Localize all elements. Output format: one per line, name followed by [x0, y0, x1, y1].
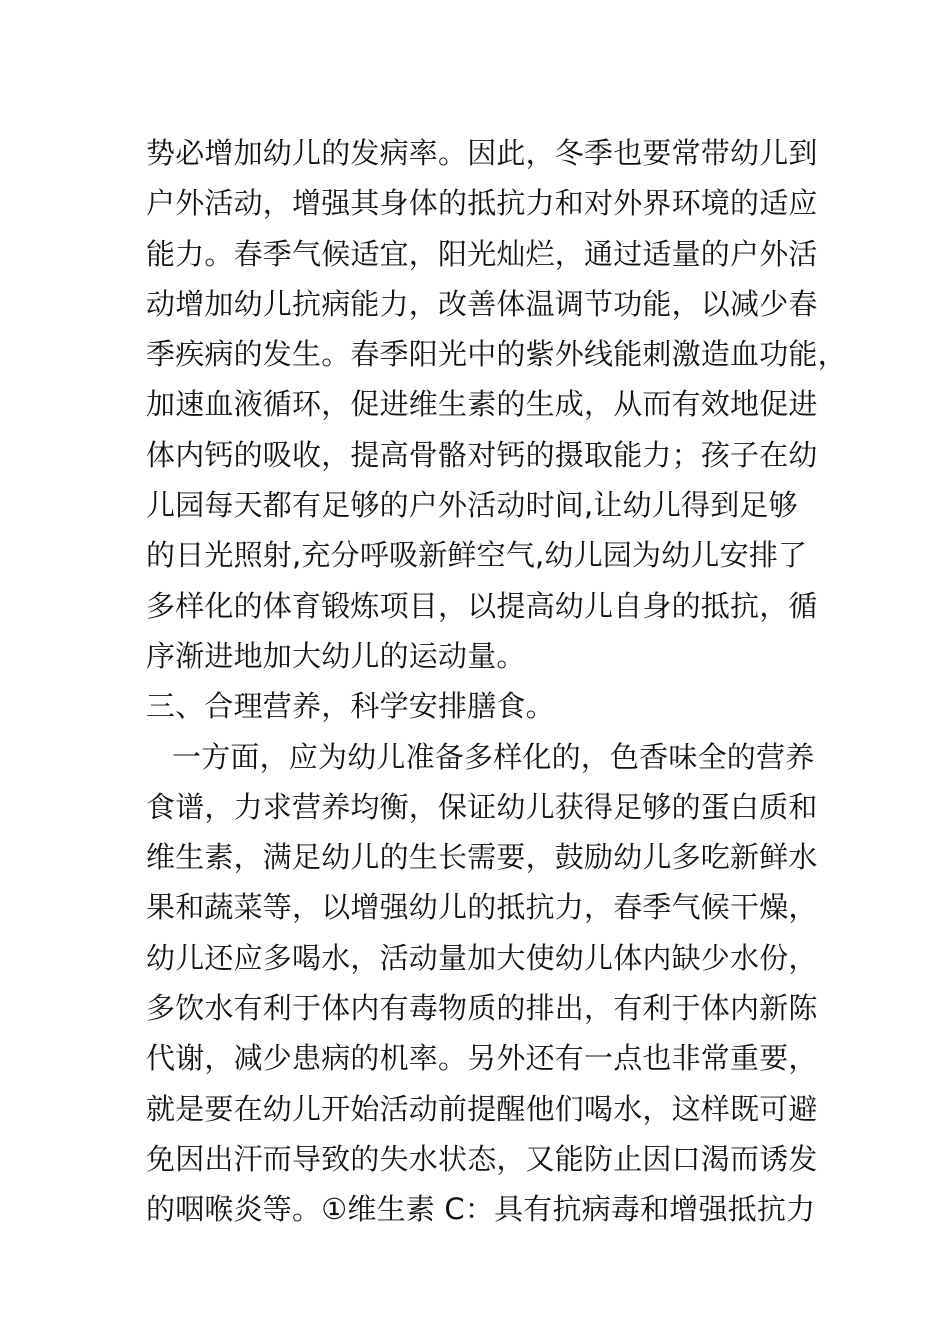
text-line: 序渐进地加大幼儿的运动量。	[146, 638, 526, 673]
text-line: 维生素，满足幼儿的生长需要，鼓励幼儿多吃新鲜水	[146, 840, 818, 875]
text-line: 体内钙的吸收，提高骨骼对钙的摄取能力；孩子在幼	[146, 437, 818, 472]
text-line: 多样化的体育锻炼项目，以提高幼儿自身的抵抗，循	[146, 588, 818, 623]
section-heading: 三、合理营养，科学安排膳食。	[146, 689, 555, 724]
text-line: 代谢，减少患病的机率。另外还有一点也非常重要，	[146, 1041, 818, 1076]
text-line: 免因出汗而导致的失水状态，又能防止因口渴而诱发	[146, 1141, 818, 1176]
paragraph-first-line: 一方面，应为幼儿准备多样化的，色香味全的营养	[172, 739, 815, 774]
text-line: 户外活动，增强其身体的抵抗力和对外界环境的适应	[146, 186, 818, 221]
text-line: 加速血液循环，促进维生素的生成，从而有效地促进	[146, 387, 818, 422]
text-line: 儿园每天都有足够的户外活动时间,让幼儿得到足够	[146, 488, 798, 523]
text-line: 食谱，力求营养均衡，保证幼儿获得足够的蛋白质和	[146, 789, 818, 824]
text-line: 季疾病的发生。春季阳光中的紫外线能刺激造血功能，	[146, 337, 847, 372]
text-line: 果和蔬菜等，以增强幼儿的抵抗力，春季气候干燥，	[146, 890, 818, 925]
body-text	[146, 128, 846, 1235]
text-line: 幼儿还应多喝水，活动量加大使幼儿体内缺少水份，	[146, 940, 818, 975]
text-line: 势必增加幼儿的发病率。因此，冬季也要常带幼儿到	[146, 136, 818, 170]
text-line: 就是要在幼儿开始活动前提醒他们喝水，这样既可避	[146, 1091, 818, 1126]
text-line: 能力。春季气候适宜，阳光灿烂，通过适量的户外活	[146, 236, 818, 271]
text-line: 的日光照射,充分呼吸新鲜空气,幼儿园为幼儿安排了	[146, 538, 808, 573]
text-line: 动增加幼儿抗病能力，改善体温调节功能，以减少春	[146, 286, 818, 321]
text-line: 的咽喉炎等。①维生素 C：具有抗病毒和增强抵抗力	[146, 1192, 816, 1227]
text-line: 多饮水有利于体内有毒物质的排出，有利于体内新陈	[146, 991, 818, 1026]
